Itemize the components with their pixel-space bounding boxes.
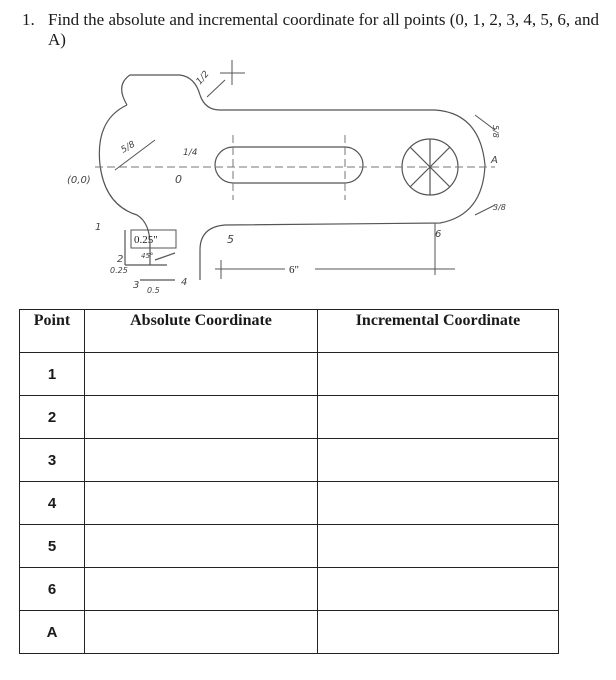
table-row: [20, 611, 559, 654]
label-dim-1-2: 1/2: [194, 69, 212, 87]
label-dim-1-4: 1/4: [183, 148, 198, 158]
label-dim-0-25-box: 0.25": [134, 234, 158, 246]
label-point-1: 1: [95, 222, 102, 233]
incremental-cell[interactable]: [318, 439, 559, 482]
table-row: [20, 568, 559, 611]
header-absolute: Absolute Coordinate: [85, 310, 318, 353]
table-row: [20, 353, 559, 396]
label-point-3: 3: [133, 280, 140, 291]
label-dim-5-8-right: 5/8: [491, 125, 500, 138]
label-point-4: 4: [181, 277, 188, 288]
point-label: 1: [20, 353, 85, 396]
incremental-cell[interactable]: [318, 611, 559, 654]
point-label: 6: [20, 568, 85, 611]
incremental-cell[interactable]: [318, 396, 559, 439]
absolute-cell[interactable]: [85, 439, 318, 482]
slot-outline: [215, 147, 363, 183]
table-header-row: [20, 310, 559, 353]
absolute-cell[interactable]: [85, 482, 318, 525]
table-row: [20, 525, 559, 568]
header-incremental: Incremental Coordinate: [318, 310, 559, 353]
label-point-2: 2: [117, 254, 124, 265]
header-point: Point: [20, 310, 85, 353]
label-point-6: 6: [435, 229, 442, 240]
point-label: A: [20, 611, 85, 654]
incremental-cell[interactable]: [318, 568, 559, 611]
label-radius-5-8: 5/8: [119, 139, 138, 156]
label-point-0: 0: [175, 173, 182, 186]
point-label: 3: [20, 439, 85, 482]
table-row: [20, 396, 559, 439]
table-row: [20, 439, 559, 482]
incremental-cell[interactable]: [318, 525, 559, 568]
part-outline-left-arc: [99, 105, 150, 245]
label-origin: (0,0): [67, 175, 91, 186]
label-dim-3-8-right: 3/8: [493, 203, 506, 212]
label-dim-0-25-small: 0.25: [110, 266, 128, 275]
absolute-cell[interactable]: [85, 568, 318, 611]
absolute-cell[interactable]: [85, 525, 318, 568]
incremental-cell[interactable]: [318, 482, 559, 525]
coordinate-table: [19, 309, 559, 654]
label-angle-45: 45°: [141, 252, 154, 260]
technical-drawing: [55, 55, 535, 310]
label-point-a: A: [491, 155, 498, 166]
point-label: 5: [20, 525, 85, 568]
label-dim-0-5: 0.5: [147, 286, 160, 295]
absolute-cell[interactable]: [85, 611, 318, 654]
table-row: [20, 482, 559, 525]
point-label: 4: [20, 482, 85, 525]
part-outline-top: [122, 75, 200, 105]
absolute-cell[interactable]: [85, 353, 318, 396]
question-text: Find the absolute and incremental coordinate for all points (0, 1, 2, 3, 4, 5, 6, and A): [48, 10, 599, 49]
absolute-cell[interactable]: [85, 396, 318, 439]
drawing-svg: [55, 55, 535, 310]
point-label: 2: [20, 396, 85, 439]
label-dim-6: 6": [289, 264, 299, 276]
question-number: 1.: [22, 10, 35, 29]
part-outline-top-right: [200, 95, 485, 280]
label-point-5: 5: [227, 233, 234, 246]
incremental-cell[interactable]: [318, 353, 559, 396]
